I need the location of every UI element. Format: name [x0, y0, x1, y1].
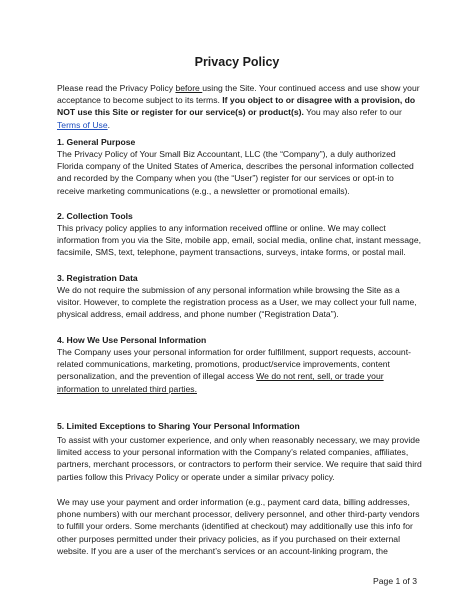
body-line: Florida company of the United States of America, describes the personal information collected: [57, 161, 414, 172]
section-body-how-we-use: [57, 346, 419, 395]
body-line: limited access to your personal information with the Company’s related companies, affiliates,: [57, 447, 409, 458]
body-line: partners, merchant processors, or contractors to perform their service. We require that said third: [57, 459, 422, 470]
body-text: personalization, and the prevention of illegal access: [57, 371, 257, 382]
section-heading-collection-tools: 2. Collection Tools: [57, 211, 133, 221]
body-line: other purposes permitted under their privacy policies, as if you purchased on their external: [57, 533, 400, 544]
body-line: and recorded by the Company when you (the “User”) register for our services or opt-in to: [57, 173, 394, 184]
body-line: phone numbers) with our merchant processor, delivery personnel, and other third-party vendors: [57, 509, 420, 520]
body-line: receive marketing communications (e.g., a newsletter or promotional emails).: [57, 185, 350, 196]
body-line: parties follow this Privacy Policy or operate under a similar privacy policy.: [57, 471, 335, 482]
section-heading-general-purpose: 1. General Purpose: [57, 137, 136, 147]
body-line: To assist with your customer experience, and only when reasonably necessary, we may provide: [57, 435, 420, 445]
section-body-registration-data: [57, 284, 419, 321]
intro-bold-text: If you object to or disagree with a provision, do: [222, 95, 416, 106]
intro-underline: before: [175, 83, 203, 93]
body-line: [57, 370, 419, 382]
body-line: visitor. However, to complete the registration process as a User, we may collect your full name,: [57, 297, 417, 308]
intro-line-2: [57, 94, 419, 106]
page-number: Page 1 of 3: [373, 576, 417, 586]
intro-line-1: [57, 82, 419, 94]
body-line: information from you via the Site, mobile app, email, social media, online chat, instant message,: [57, 235, 421, 246]
intro-text: Please read the Privacy Policy: [57, 83, 176, 93]
intro-text: using the Site. Your continued access and use show your: [202, 83, 420, 93]
intro-paragraph: [57, 82, 419, 131]
body-line: We do not require the submission of any personal information while browsing the Site as a: [57, 285, 400, 295]
intro-text: You may also refer to our: [303, 107, 402, 118]
body-line: The Company uses your personal information for order fulfillment, support requests, account-: [57, 347, 411, 357]
section-body-limited-exceptions-p1: [57, 434, 422, 483]
terms-of-use-link[interactable]: Terms of Use: [57, 119, 108, 130]
body-underline: We do not rent, sell, or trade your: [256, 371, 384, 382]
page-title: Privacy Policy: [194, 55, 280, 69]
section-body-collection-tools: [57, 222, 419, 259]
body-line: website. If you are a user of the merchant’s services or an account-linking program, the: [57, 545, 388, 556]
section-heading-how-we-use: 4. How We Use Personal Information: [57, 335, 207, 345]
intro-text: .: [107, 119, 111, 130]
intro-line-4: [57, 119, 419, 131]
body-line: The Privacy Policy of Your Small Biz Accountant, LLC (the “Company”), a duly authorized: [57, 149, 396, 159]
intro-line-3: [57, 106, 419, 118]
body-line: to fulfill your orders. Some merchants (identified at checkout) may additionally use this info for: [57, 521, 413, 532]
body-line: physical address, email address, and phone number (“Registration Data”).: [57, 309, 339, 320]
body-line: related communications, marketing, promotions, product/service improvements, content: [57, 359, 390, 370]
intro-text: acceptance to become subject to its terms.: [57, 95, 223, 106]
body-line: facsimile, SMS, text, telephone, payment transactions, surveys, intake forms, or postal mail.: [57, 247, 406, 258]
body-line: This privacy policy applies to any information received offline or online. We may collect: [57, 223, 386, 233]
section-body-limited-exceptions-p2: [57, 496, 419, 557]
intro-bold-text: NOT use this Site or register for our service(s) or product(s).: [57, 107, 304, 118]
section-heading-limited-exceptions: 5. Limited Exceptions to Sharing Your Personal Information: [57, 421, 300, 431]
body-line: We may use your payment and order information (e.g., payment card data, billing addresses,: [57, 497, 410, 507]
section-body-general-purpose: [57, 148, 419, 197]
body-underline: information to unrelated third parties.: [57, 383, 197, 394]
section-heading-registration-data: 3. Registration Data: [57, 273, 138, 283]
